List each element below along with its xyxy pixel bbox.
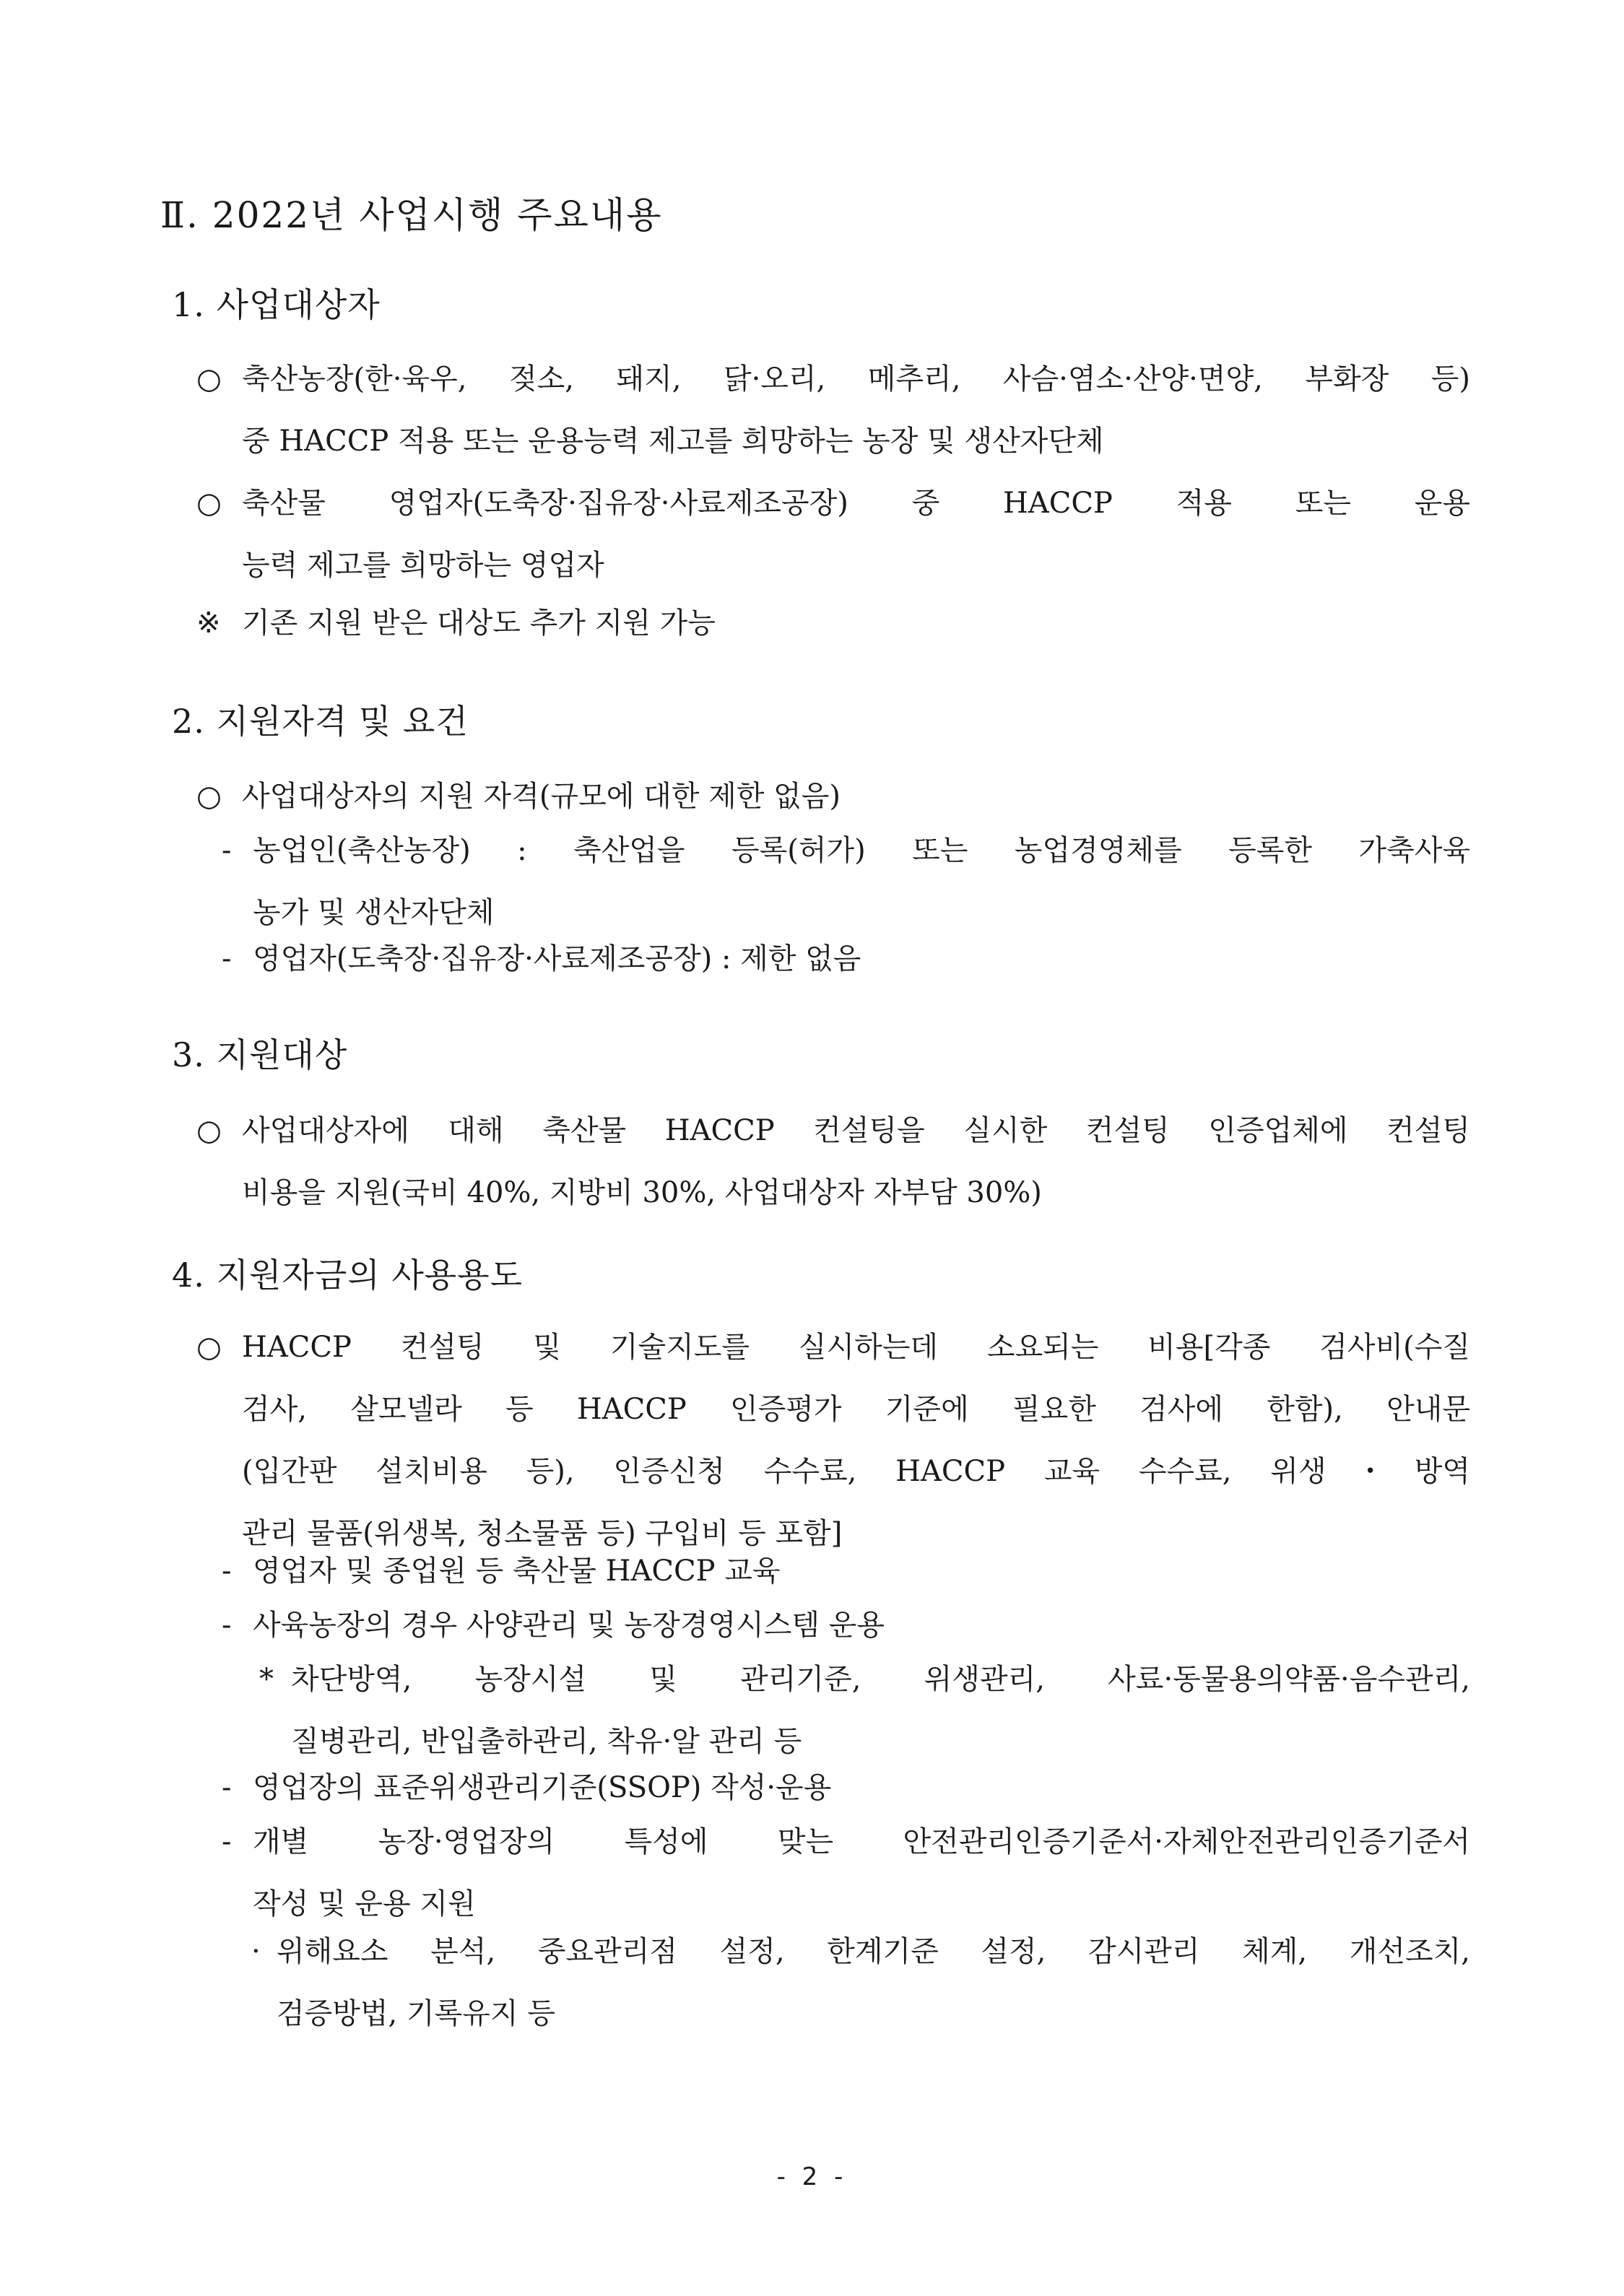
- item-line: 위해요소 분석, 중요관리점 설정, 한계기준 설정, 감시관리 체계, 개선조치,: [277, 1935, 1470, 1968]
- item-line: 영업자(도축장·집유장·사료제조공장) : 제한 없음: [253, 942, 861, 975]
- item-line: 농업인(축산농장) : 축산업을 등록(허가) 또는 농업경영체를 등록한 가축사육: [253, 834, 1470, 867]
- item-line: 사업대상자의 지원 자격(규모에 대한 제한 없음): [242, 780, 841, 813]
- item-line: 검사, 살모넬라 등 HACCP 인증평가 기준에 필요한 검사에 한함), 안내문: [242, 1393, 1470, 1426]
- list-item-business-operators: [222, 928, 1470, 990]
- list-item-haccp-education: [222, 1540, 1470, 1602]
- dash-bullet: -: [222, 1771, 232, 1804]
- item-line: 중 HACCP 적용 또는 운용능력 제고를 희망하는 농장 및 생산자단체: [242, 425, 1104, 458]
- dash-bullet: -: [222, 1554, 232, 1588]
- page-number: - 2 -: [776, 2162, 848, 2191]
- list-item-livestock-farms: [196, 348, 1470, 472]
- dash-bullet: -: [222, 834, 232, 867]
- item-line: 비용을 지원(국비 40%, 지방비 30%, 사업대상자 자부담 30%): [242, 1176, 1042, 1209]
- circle-bullet: ○: [196, 1114, 222, 1147]
- list-item-ssop: [222, 1757, 1470, 1819]
- list-item-farm-management: [222, 1594, 1470, 1656]
- list-item-consulting-cost: [196, 1100, 1470, 1224]
- item-line: (입간판 설치비용 등), 인증신청 수수료, HACCP 교육 수수료, 위생・방역: [242, 1455, 1470, 1488]
- heading-business-targets: 1. 사업대상자: [172, 285, 381, 324]
- asterisk-bullet: *: [259, 1663, 274, 1696]
- item-line: 작성 및 운용 지원: [253, 1887, 476, 1921]
- heading-support-target: 3. 지원대상: [172, 1035, 348, 1074]
- item-line: 개별 농장·영업장의 특성에 맞는 안전관리인증기준서·자체안전관리인증기준서: [253, 1825, 1470, 1858]
- item-line: 영업장의 표준위생관리기준(SSOP) 작성·운용: [253, 1771, 832, 1804]
- heading-eligibility: 2. 지원자격 및 요건: [172, 702, 469, 741]
- list-item-farmers: [222, 819, 1470, 944]
- item-line: 차단방역, 농장시설 및 관리기준, 위생관리, 사료·동물용의약품·음수관리,: [291, 1663, 1470, 1696]
- list-item-eligibility: [196, 765, 1470, 827]
- circle-bullet: ○: [196, 780, 222, 813]
- list-item-standards-document: [222, 1811, 1470, 1935]
- item-line: 관리 물품(위생복, 청소물품 등) 구입비 등 포함]: [242, 1517, 843, 1550]
- heading-fund-usage: 4. 지원자금의 사용용도: [172, 1256, 524, 1295]
- section-title: Ⅱ. 2022년 사업시행 주요내용: [160, 194, 663, 236]
- list-item-livestock-business: [196, 472, 1470, 596]
- circle-bullet: ○: [196, 487, 222, 520]
- list-item-hazard-analysis: [251, 1921, 1470, 2045]
- item-line: 사업대상자에 대해 축산물 HACCP 컨설팅을 실시한 컨설팅 인증업체에 컨설팅: [242, 1114, 1470, 1147]
- item-line: HACCP 컨설팅 및 기술지도를 실시하는데 소요되는 비용[각종 검사비(수질: [242, 1331, 1470, 1364]
- item-line: 축산물 영업자(도축장·집유장·사료제조공장) 중 HACCP 적용 또는 운용: [242, 487, 1470, 520]
- circle-bullet: ○: [196, 362, 222, 396]
- item-line: 영업자 및 종업원 등 축산물 HACCP 교육: [253, 1554, 781, 1588]
- item-line: 기존 지원 받은 대상도 추가 지원 가능: [242, 606, 716, 640]
- middle-dot-bullet: ·: [251, 1935, 261, 1968]
- item-line: 농가 및 생산자단체: [253, 896, 495, 929]
- dash-bullet: -: [222, 942, 232, 975]
- list-item-haccp-costs: [196, 1316, 1470, 1565]
- item-line: 축산농장(한·육우, 젖소, 돼지, 닭·오리, 메추리, 사슴·염소·산양·면양, 부화장 등): [242, 362, 1470, 396]
- item-line: 사육농장의 경우 사양관리 및 농장경영시스템 운용: [253, 1609, 885, 1642]
- list-item-note: [196, 592, 1470, 654]
- item-line: 능력 제고를 희망하는 영업자: [242, 549, 604, 582]
- list-item-farm-management-details: [259, 1648, 1470, 1773]
- item-line: 질병관리, 반입출하관리, 착유·알 관리 등: [291, 1725, 802, 1758]
- dash-bullet: -: [222, 1825, 232, 1858]
- circle-bullet: ○: [196, 1331, 222, 1364]
- reference-mark: ※: [196, 606, 221, 640]
- item-line: 검증방법, 기록유지 등: [277, 1997, 555, 2030]
- dash-bullet: -: [222, 1609, 232, 1642]
